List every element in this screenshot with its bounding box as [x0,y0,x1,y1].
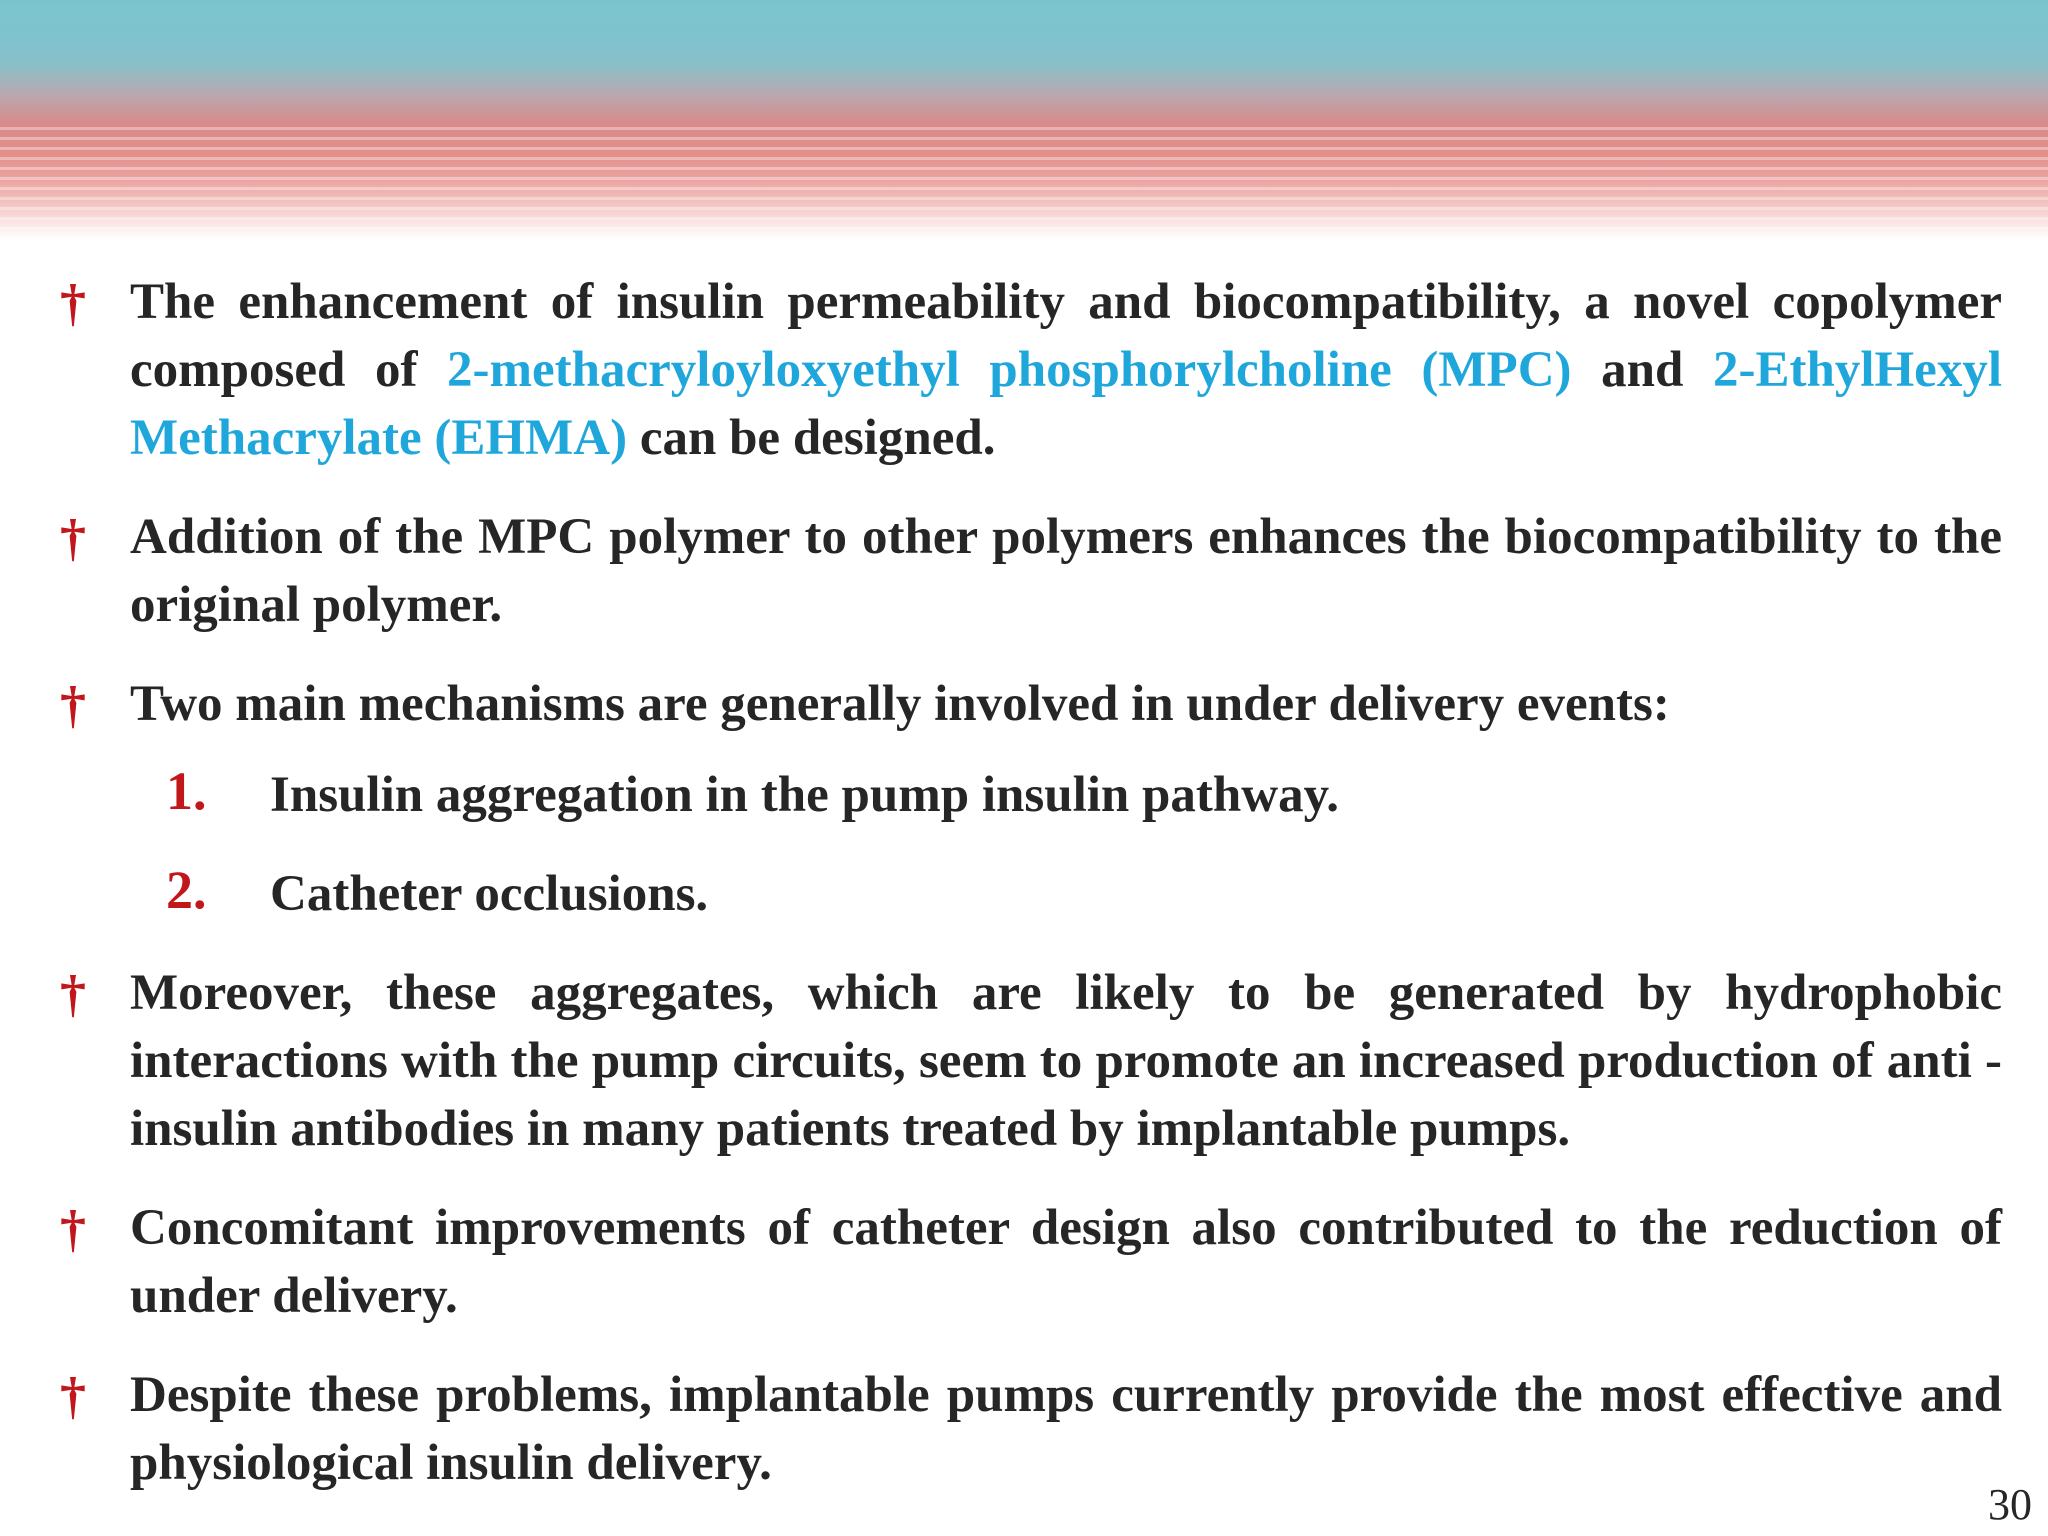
bullet-item [60,503,2002,639]
highlight-term-ehma: 2-EthylHexyl Methacrylate (EHMA) [130,342,2002,466]
bullet-text-part: can be designed. [627,410,996,466]
dagger-bullet-icon: † [60,510,86,567]
bullet-item [60,670,2002,738]
mechanism-text: Insulin aggregation in the pump insulin pathway. [270,767,1340,823]
bullet-text: Despite these problems, implantable pumps currently provide the most effective and physiological insulin delivery. [130,1367,2002,1491]
dagger-bullet-icon: † [60,1368,86,1425]
bullet-text: Concomitant improvements of catheter design also contributed to the reduction of under delivery. [130,1200,2002,1324]
mechanism-list [60,761,2002,928]
dagger-bullet-icon: † [60,677,86,734]
bullet-text: Addition of the MPC polymer to other polymers enhances the biocompatibility to the original polymer. [130,509,2002,633]
bullet-text: Two main mechanisms are generally involved in under delivery events: [130,676,1670,732]
bullet-text: Moreover, these aggregates, which are likely to be generated by hydrophobic interactions with the pump circuits, seem to promote an increased production of anti -insulin antibodies in many patients treated by implantable pumps. [130,965,2002,1157]
highlight-term-mpc: 2-methacryloyloxyethyl phosphorylcholine (MPC) [447,342,1572,398]
bullet-text-part: The enhancement of insulin permeability and biocompatibility, a novel copolymer composed of [130,274,2002,398]
bullet-item [60,959,2002,1163]
header-banner [0,0,2048,240]
slide-content [60,268,2002,1528]
mechanism-text: Catheter occlusions. [270,866,709,922]
bullet-item [60,1361,2002,1497]
page-number: 30 [1988,1480,2032,1529]
mechanism-item [60,860,2002,928]
mechanism-number: 1. [166,761,207,821]
dagger-bullet-icon: † [60,966,86,1023]
bullet-item [60,268,2002,472]
bullet-text-part: and [1571,342,1713,398]
dagger-bullet-icon: † [60,275,86,332]
dagger-bullet-icon: † [60,1201,86,1258]
mechanism-number: 2. [166,860,207,920]
mechanism-item [60,761,2002,829]
bullet-text [130,268,2002,472]
bullet-item [60,1194,2002,1330]
